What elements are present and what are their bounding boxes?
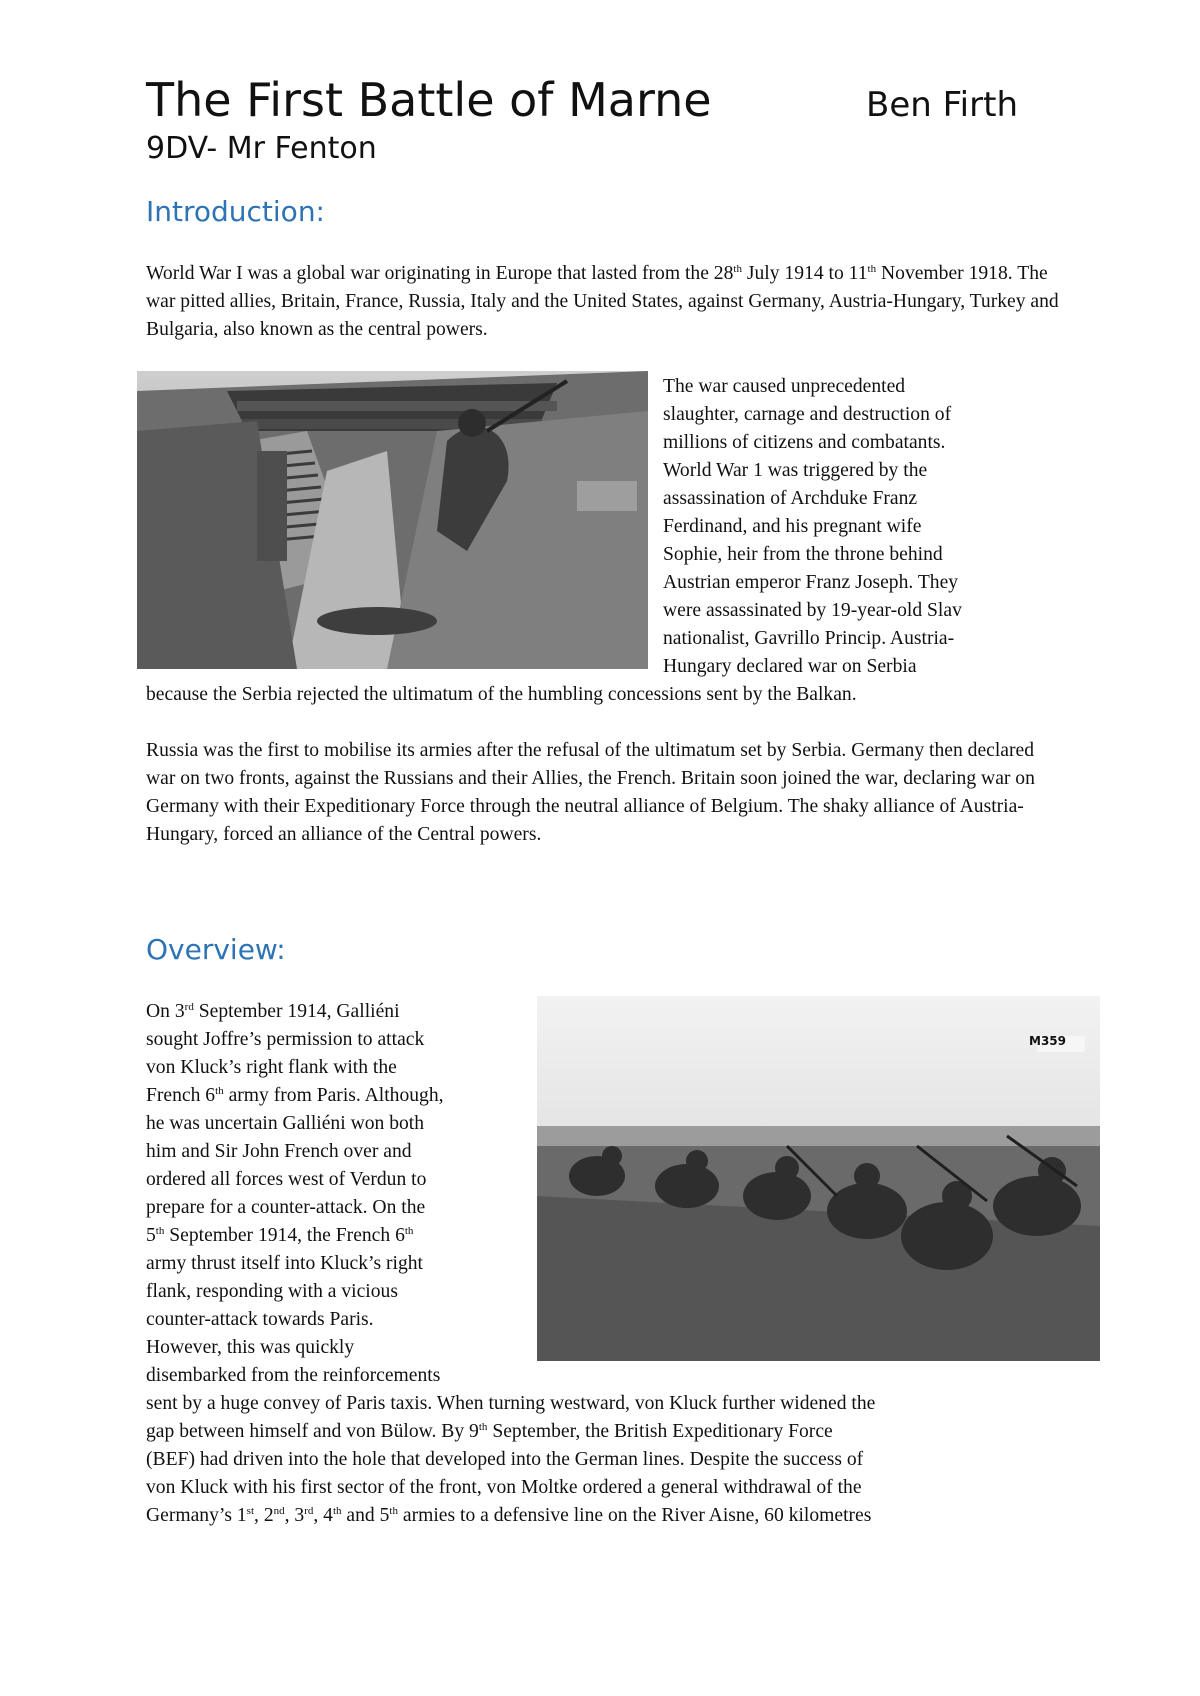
overview-line bbox=[146, 1474, 1106, 1502]
class-teacher-line: 9DV- Mr Fenton bbox=[146, 131, 377, 166]
superscript: th bbox=[389, 1505, 398, 1517]
wrap-line: Sophie, heir from the throne behind bbox=[663, 544, 943, 565]
text-run: September, the British Expeditionary Force bbox=[487, 1421, 833, 1442]
text-run: (BEF) had driven into the hole that developed into the German lines. Despite the success of bbox=[146, 1449, 864, 1470]
superscript: th bbox=[155, 1225, 165, 1237]
text-run: Germany’s 1 bbox=[146, 1505, 247, 1526]
overview-line bbox=[146, 1110, 1106, 1138]
document-title: The First Battle of Marne bbox=[146, 73, 712, 127]
overview-line bbox=[146, 1166, 1106, 1194]
overview-line bbox=[146, 1502, 1106, 1530]
text-run: and 5 bbox=[341, 1505, 390, 1526]
trench-photo bbox=[137, 371, 648, 669]
text-run: 5 bbox=[146, 1225, 156, 1246]
text-run: September 1914, the French 6 bbox=[164, 1225, 405, 1246]
superscript: th bbox=[215, 1085, 224, 1097]
text-run: gap between himself and von Bülow. By 9 bbox=[146, 1421, 479, 1442]
overview-line bbox=[146, 1194, 1106, 1222]
text-run: flank, responding with a vicious bbox=[146, 1281, 398, 1302]
text-run: von Kluck’s right flank with the bbox=[146, 1057, 397, 1078]
intro-paragraph-1: World War I was a global war originating in Europe that lasted from the 28th July 1914 to 11th November 1918. The war pitted allies, Britain, France, Russia, Italy and the United States, against Germany, Austria-Hungary, Turkey and Bulgaria, also known as the central powers. bbox=[146, 263, 1059, 340]
overview-line bbox=[146, 1418, 1106, 1446]
overview-line bbox=[146, 1082, 1106, 1110]
intro-paragraph-3: Russia was the first to mobilise its armies after the refusal of the ultimatum set by Serbia. Germany then declared war on two fronts, against the Russians and their Allies, the French. Britain soon joined the war, declaring war on Germany with their Expeditionary Force through the neutral alliance of Belgium. The shaky alliance of Austria-Hungary, forced an alliance of the Central powers. bbox=[146, 740, 1035, 845]
superscript: nd bbox=[273, 1505, 285, 1517]
photo-archive-label: M359 bbox=[1029, 1034, 1066, 1048]
wrap-line: assassination of Archduke Franz bbox=[663, 488, 918, 509]
text-run: ordered all forces west of Verdun to bbox=[146, 1169, 427, 1190]
superscript: st bbox=[246, 1505, 255, 1517]
wrap-line: World War 1 was triggered by the bbox=[663, 460, 928, 481]
text-run: he was uncertain Galliéni won both bbox=[146, 1113, 425, 1134]
overview-line bbox=[146, 1446, 1106, 1474]
wrap-line: Austrian emperor Franz Joseph. They bbox=[663, 572, 959, 593]
text-run: On 3 bbox=[146, 1001, 185, 1022]
text-run: However, this was quickly bbox=[146, 1337, 355, 1358]
text-run: von Kluck with his first sector of the front, von Moltke ordered a general withdrawal of the bbox=[146, 1477, 862, 1498]
wrap-line: The war caused unprecedented bbox=[663, 376, 906, 397]
superscript: th bbox=[332, 1505, 342, 1517]
text-run: , 4 bbox=[313, 1505, 333, 1526]
wrap-line: were assassinated by 19-year-old Slav bbox=[663, 600, 962, 621]
wrap-line: nationalist, Gavrillo Princip. Austria- bbox=[663, 628, 955, 649]
superscript: th bbox=[404, 1225, 414, 1237]
intro-paragraph-2-wrap bbox=[663, 373, 1093, 681]
overview-line bbox=[146, 1222, 1106, 1250]
overview-line bbox=[146, 1054, 1106, 1082]
overview-line bbox=[146, 1362, 1106, 1390]
text-run: September 1914, Galliéni bbox=[193, 1001, 400, 1022]
text-run: disembarked from the reinforcements bbox=[146, 1365, 441, 1386]
overview-line bbox=[146, 998, 1106, 1026]
overview-heading: Overview: bbox=[146, 933, 286, 966]
overview-line bbox=[146, 1306, 1106, 1334]
text-run: him and Sir John French over and bbox=[146, 1141, 412, 1162]
wrap-line: millions of citizens and combatants. bbox=[663, 432, 946, 453]
wrap-line: Ferdinand, and his pregnant wife bbox=[663, 516, 922, 537]
author-name: Ben Firth bbox=[866, 85, 1018, 125]
text-run: , 3 bbox=[284, 1505, 305, 1526]
trench-photo-image bbox=[137, 371, 648, 669]
superscript: rd bbox=[184, 1001, 194, 1013]
text-run: French 6 bbox=[146, 1085, 216, 1106]
wrap-line: slaughter, carnage and destruction of bbox=[663, 404, 952, 425]
text-run: army thrust itself into Kluck’s right bbox=[146, 1253, 424, 1274]
text-run: sought Joffre’s permission to attack bbox=[146, 1029, 425, 1050]
overview-paragraph bbox=[146, 998, 1106, 1530]
overview-line bbox=[146, 1250, 1106, 1278]
text-run: sent by a huge convey of Paris taxis. When turning westward, von Kluck further widened the bbox=[146, 1393, 876, 1414]
wrap-line: Hungary declared war on Serbia bbox=[663, 656, 917, 677]
text-run: counter-attack towards Paris. bbox=[146, 1309, 374, 1330]
overview-line bbox=[146, 1138, 1106, 1166]
overview-line bbox=[146, 1334, 1106, 1362]
overview-line bbox=[146, 1278, 1106, 1306]
text-run: prepare for a counter-attack. On the bbox=[146, 1197, 426, 1218]
superscript: rd bbox=[304, 1505, 314, 1517]
text-run: army from Paris. Although, bbox=[223, 1085, 444, 1106]
text-run: armies to a defensive line on the River Aisne, 60 kilometres bbox=[397, 1505, 872, 1526]
overview-line bbox=[146, 1390, 1106, 1418]
text-run: , 2 bbox=[254, 1505, 274, 1526]
superscript: th bbox=[478, 1421, 488, 1433]
overview-line bbox=[146, 1026, 1106, 1054]
introduction-heading: Introduction: bbox=[146, 195, 325, 228]
intro-paragraph-2-tail: because the Serbia rejected the ultimatum of the humbling concessions sent by the Balkan. bbox=[146, 684, 857, 705]
